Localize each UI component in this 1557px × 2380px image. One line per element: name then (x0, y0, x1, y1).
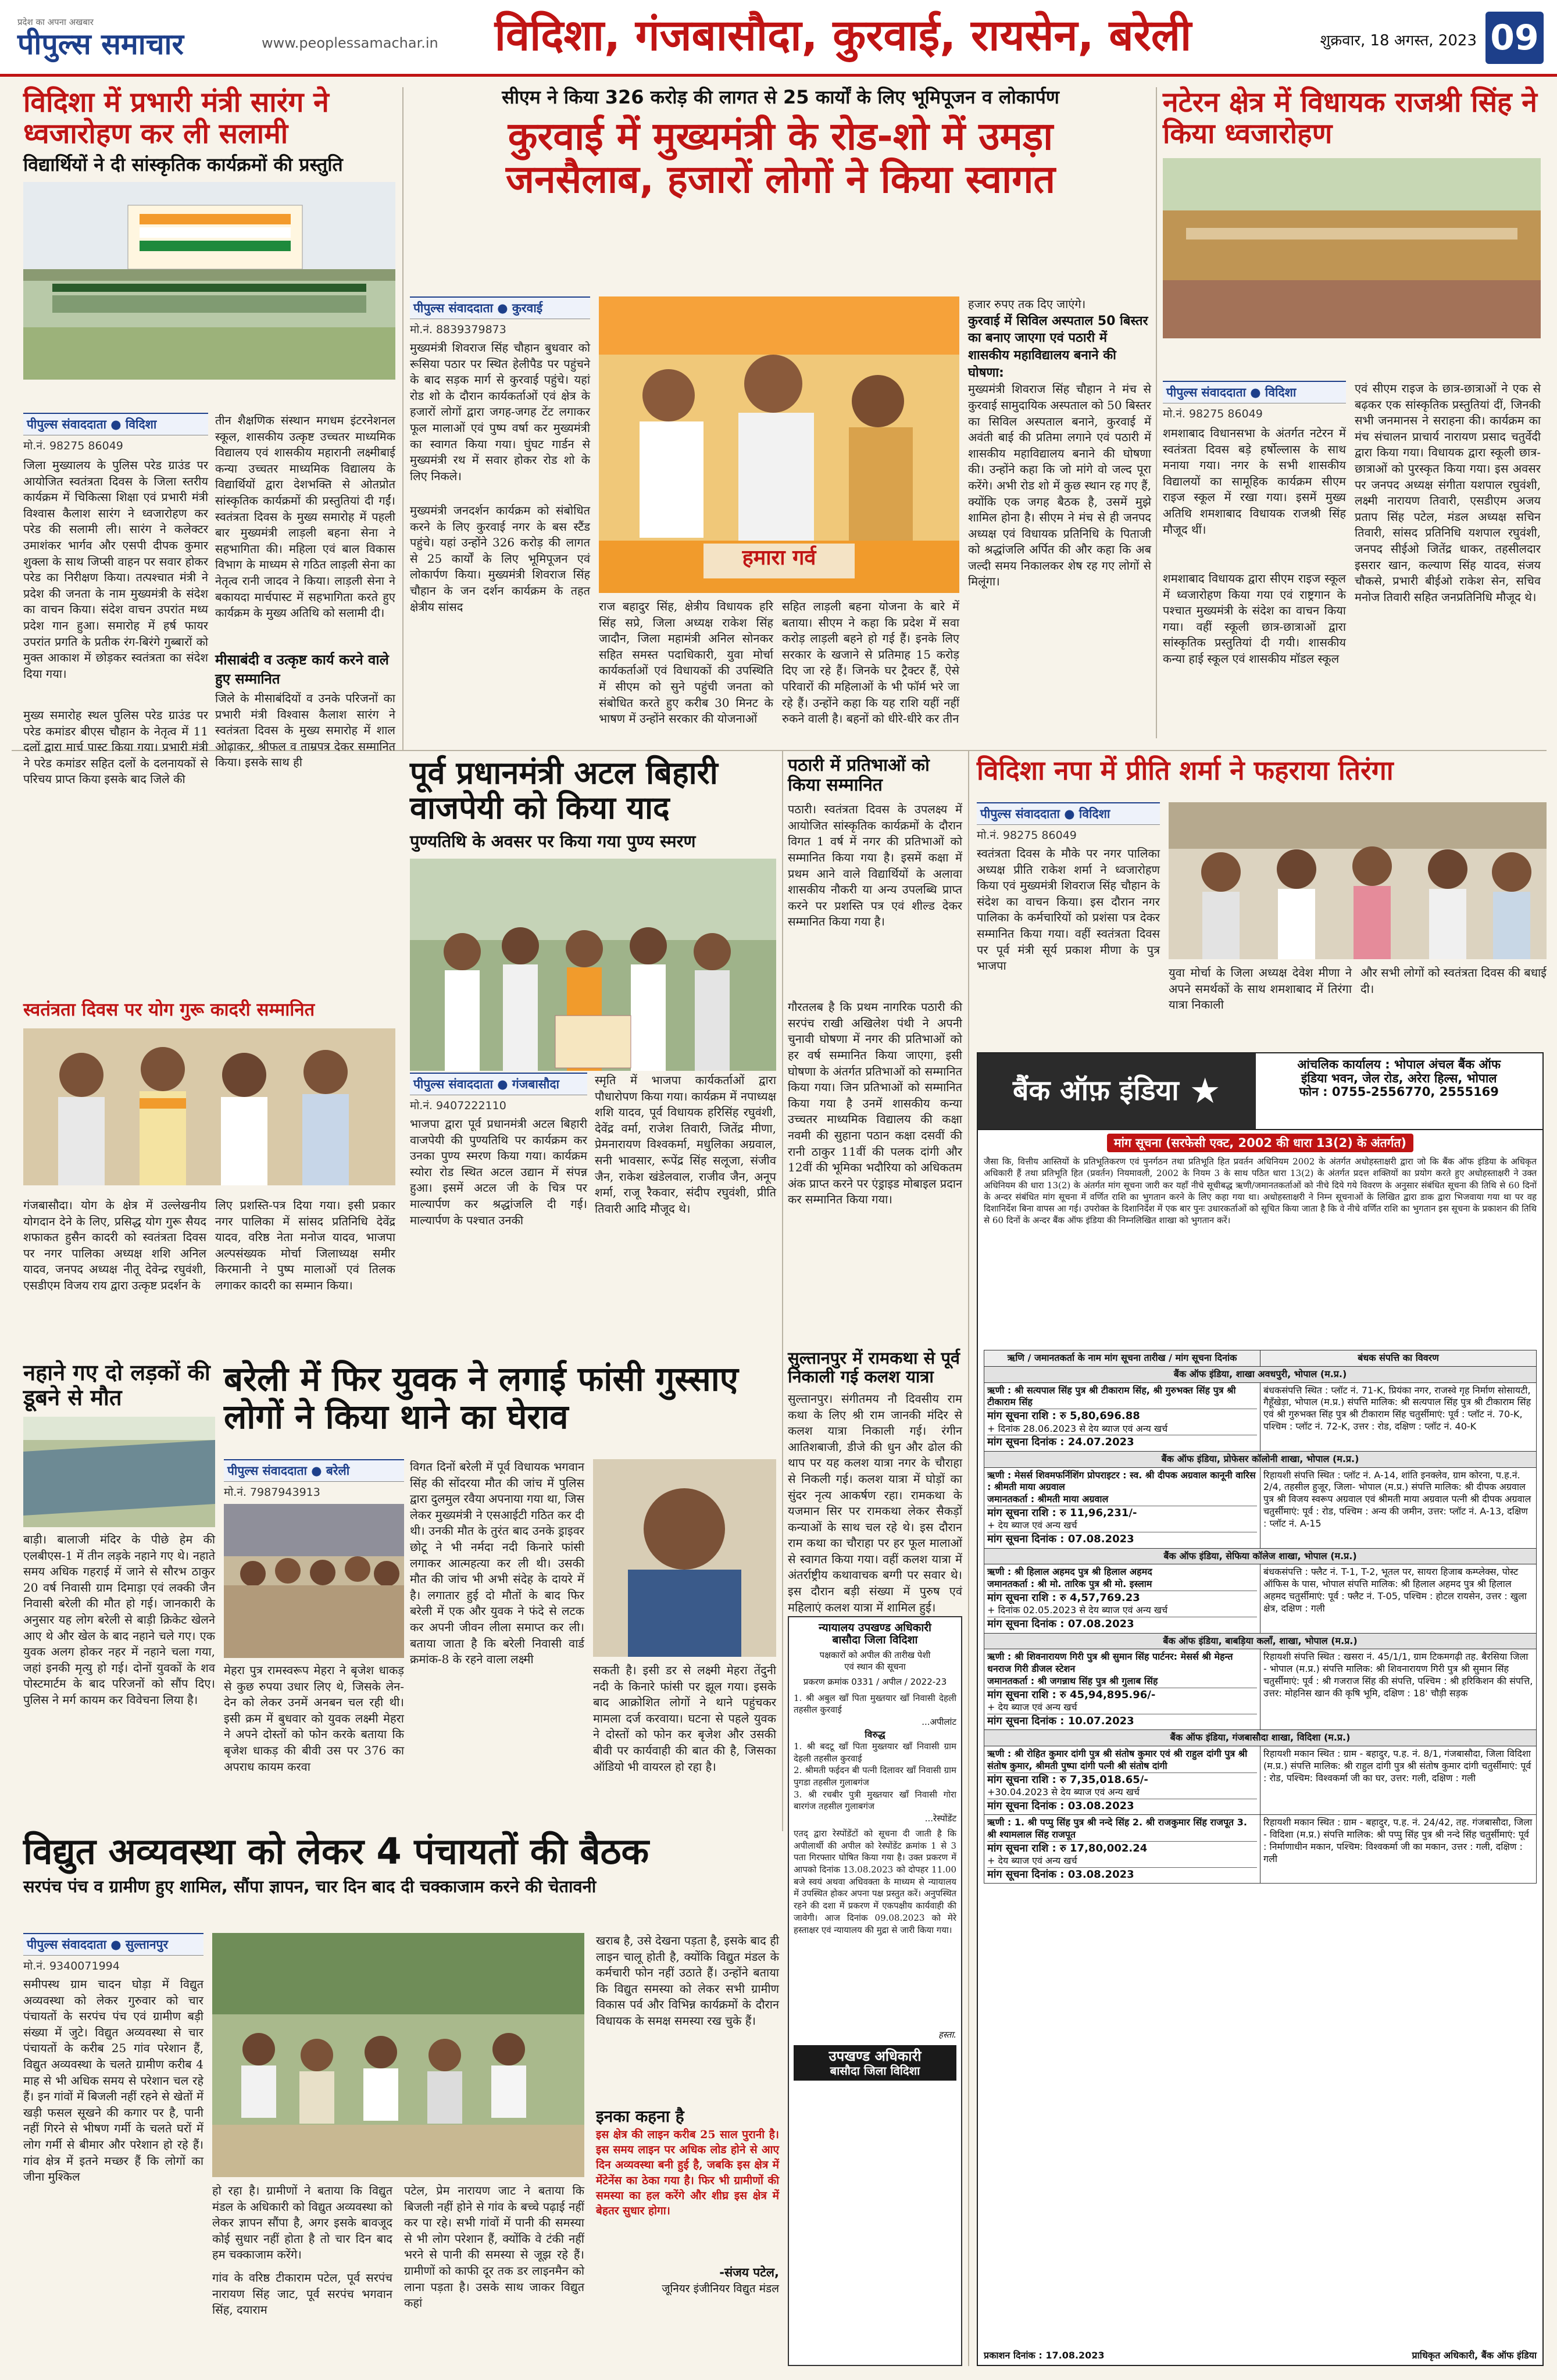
paper-tagline: प्रदेश का अपना अखबार (17, 17, 94, 27)
branch-row (984, 1814, 1537, 1884)
story-body: और सभी लोगों को स्वतंत्रता दिवस की बधाई दी। (1360, 966, 1547, 996)
branch-row (984, 1729, 1537, 1815)
notice-party: 2. श्रीमती फईदन बी पत्नी दिलावर खाँ निवासी ग्राम पुगडा तहसील गुलाबगंज (794, 1765, 956, 1788)
bank-demand-notice (977, 1052, 1544, 2366)
story-photo (1163, 158, 1541, 338)
story-photo (410, 859, 776, 1071)
story-subheading: कुरवाई में सिविल अस्पताल 50 बिस्तर का बनाए जाएगा एवं पठारी में शासकीय महाविद्यालय बनाने की घोषणा: (968, 313, 1148, 380)
branch-date-label: मांग सूचना दिनांक : 24.07.2023 (987, 1435, 1257, 1449)
branch-interest: + दिनांक 28.06.2023 से देय ब्याज एवं अन्य खर्च (987, 1423, 1168, 1434)
story-body: सकती है। इसी डर से लक्ष्मी मेहरा तेंदुनी नदी के किनारे फांसी पर झूल गया। इसके बाद आक्रोशित लोगों ने थाने पहुंचकर मामला दर्ज करवाया। घटना से पहले युवक ने दोस्तों को फोन कर बृजेश और उसकी बीवी पर कार्यवाही की बात की है, जिसका ऑडियो भी वायरल हो रहा है। (593, 1663, 776, 1774)
story-photo (23, 1028, 395, 1185)
story-body: गंजबासौदा। योग के क्षेत्र में उल्लेखनीय योगदान देने के लिए, प्रसिद्ध योग गुरू सैयद शफाकत हुसैन कादरी को स्वतंत्रता दिवस पर नगर पालिका अध्यक्ष शशि अनिल यादव, जनपद अध्यक्ष नीतू देवेन्द्र रघुवंशी, एसडीएम विजय राय द्वारा उत्कृष्ट प्रदर्शन के (23, 1198, 206, 1292)
story-electricity-meeting (23, 1831, 779, 2366)
branch-date-label: मांग सूचना दिनांक : 03.08.2023 (987, 1799, 1257, 1813)
branch-row (984, 1451, 1537, 1549)
story-body: इस क्षेत्र की लाइन करीब 25 साल पुरानी है। इस समय लाइन पर अधिक लोड होने से आए दिन अव्यवस्था बनी हुई है, जबकि इस क्षेत्र में मेंटेनेंस का ठेका गया है। फिर भी ग्रामीणों की समस्या का हल करेंगे और शीघ्र इस क्षेत्र में बेहतर सुधार होगा। (596, 2128, 779, 2218)
notice-body: एतद् द्वारा रेस्पोंडेंटों को सूचना दी जाती है कि अपीलार्थी की अपील को रेस्पोंडेंट क्रमांक 1 से 3 पता गिरफ्तार घोषित किया गया है। उक्त प्रकरण में आपको दिनांक 13.08.2023 को दोपहर 11.00 बजे स्वयं अथवा अधिवक्ता के माध्यम से न्यायालय में उपस्थित होकर अपना पक्ष प्रस्तुत करें। अनुपस्थित रहने की दशा में प्रकरण में एकपक्षीय कार्यवाही की जावेगी। आज दिनांक 09.08.2023 को मेरे हस्ताक्षर एवं न्यायालय की मुद्रा से जारी किया गया। (794, 1828, 956, 1935)
star-logo-icon: ★ (1189, 1071, 1221, 1112)
story-kalash-yatra (788, 1348, 962, 1614)
branch-property: रिहायशी मकान स्थित : ग्राम - बहादुर, प.ह. नं. 8/1, गंजबासौदा, जिला विदिशा (म.प्र.) संपत्ति मालिक: श्री राहुल दांगी पुत्र श्री संतोष कुमार दांगी चतुर्सीमाएं: पूर्व : रोड, पश्चिम: विश्वकर्मा जी का घर, उत्तर: गली, दक्षिण : गली (1260, 1746, 1537, 1815)
story-drowning (23, 1360, 215, 1814)
story-subhead: पुण्यतिथि के अवसर पर किया गया पुण्य स्मरण (410, 831, 696, 851)
story-headline: नहाने गए दो लड़कों की डूबने से मौत (23, 1360, 210, 1410)
story-body: एवं सीएम राइज के छात्र-छात्राओं ने एक से बढ़कर एक सांस्कृतिक प्रस्तुतियां दीं, जिनकी सभी जनमानस ने सराहना की। कार्यक्रम का मंच संचालन प्राचार्य नारायण प्रसाद चतुर्वेदी द्वारा किया गया। विधायक द्वारा स्कूली छात्र-छात्राओं को पुरस्कृत किया गया। इस अवसर पर जनपद अध्यक्ष संगीता यशपाल रघुवंशी, लक्ष्मी नारायण तिवारी, एसडीएम अजय प्रताप सिंह पटेल, मंडल अध्यक्ष सचिन तिवारी, सांसद प्रतिनिधि यशपाल रघुवंशी, जनपद सीईओ जितेंद्र धाकर, तहसीलदार इसरार खान, कल्याण सिंह यादव, संजय चौकसे, प्रभारी बीईओ राकेश सेन, सचिव मनोज तिवारी सहित जनप्रतिनिधि मौजूद थे। (1355, 381, 1541, 604)
branch-property: रिहायशी संपत्ति स्थित : प्लॉट नं. A-14, शांति इनक्लेव, ग्राम कोरना, प.ह.नं. 2/4, तहसील हुजूर, जिला- भोपाल (म.प्र.) संपत्ति मालिक: श्री दीपक अग्रवाल पुत्र श्री विजय स्वरूप अग्रवाल एवं श्रीमती माया अग्रवाल पत्नी श्री दीपक अग्रवाल चतुर्सीमाएं: पूर्व : रोड, पश्चिम : अन्य की जमीन, उत्तर: प्लॉट नं. A-13, दक्षिण : प्लॉट नं. A-15 (1260, 1467, 1537, 1548)
branch-guarantor: जमानतकर्ता : श्री मो. तारिक पुत्र श्री मो. इस्लाम (987, 1578, 1152, 1590)
masthead (0, 0, 1557, 77)
branch-name: बैंक ऑफ इंडिया, बाबड़िया कलाँ, शाखा, भोपाल (म.प्र.) (984, 1633, 1537, 1649)
story-mobile: मो.नं. 98275 86049 (977, 829, 1077, 842)
story-mobile: मो.नं. 7987943913 (224, 1486, 320, 1499)
story-headline: पूर्व प्रधानमंत्री अटल बिहारी वाजपेयी को किया याद (410, 755, 718, 827)
branch-borrower: ऋणी : श्री रोहित कुमार दांगी पुत्र श्री संतोष कुमार एवं श्री राहुल दांगी पुत्र श्री संतोष कुमार, श्रीमती पुष्पा दांगी पत्नी श्री संतोष दांगी (987, 1748, 1248, 1771)
website[interactable]: www.peoplessamachar.in (262, 35, 438, 51)
story-mobile: मो.नं. 98275 86049 (23, 439, 123, 452)
story-body: विगत दिनों बरेली में पूर्व विधायक भगवान सिंह की सोंदरया मौत की जांच में पुलिस द्वारा दुलमुल रवैया अपनाया गया था, जिस लेकर मुख्यमंत्री ने एसआईटी गठित कर दी थी। उनकी मौत के तुरंत बाद उनके ड्राइवर छोटू ने भी नर्मदा नदी किनारे फांसी लगाकर आत्महत्या कर ली थी। उसकी मौत की जांच भी अभी संदेह के दायरे में है। लगातार हुई दो मौतों के बाद फिर बरेली में एक और युवक ने फंदे से लटक कर अपनी जीवन लीला समाप्त कर ली। बताया जाता है कि बरेली निवासी वार्ड क्रमांक-8 के रहने वाला लक्ष्मी (410, 1460, 584, 1667)
photo-banner-text: हमारा गर्व (742, 546, 816, 570)
branch-interest: + देय ब्याज एवं अन्य खर्च (987, 1520, 1077, 1531)
branch-interest: + देय ब्याज एवं अन्य खर्च (987, 1855, 1077, 1867)
story-headline: पठारी में प्रतिभाओं को किया सम्मानित (788, 755, 930, 795)
story-kurwai-roadshow (410, 87, 1151, 744)
story-byline: पीपुल्स संवाददाता ● गंजबासौदा (410, 1073, 587, 1095)
branch-borrower: ऋणी : श्री सत्यपाल सिंह पुत्र श्री टीकाराम सिंह, श्री गुरुभक्त सिंह पुत्र श्री टीकाराम सिंह (987, 1384, 1236, 1408)
branch-name: बैंक ऑफ इंडिया, सेफिया कॉलेज शाखा, भोपाल (म.प्र.) (984, 1548, 1537, 1564)
story-body: सहित लाड़ली बहना योजना के बारे में बताया। सीएम ने कहा कि प्रदेश में सवा करोड़ लाड़ली बहने हो गई हैं। इनके लिए सरकार के खजाने से प्रतिमाह 15 करोड़ दिए जा रहे हैं। जिनके घर ट्रैक्टर हैं, ऐसे परिवारों की महिलाओं के भी फॉर्म भरे जा रहे हैं। उन्होंने कहा कि यह राशि यहीं नहीं रुकने वाली है। बहनों को धीरे-धीरे कर तीन (782, 599, 959, 726)
notice-case-no: प्रकरण क्रमांक 0331 / अपील / 2022-23 (803, 1676, 947, 1687)
story-photo (599, 296, 959, 593)
story-mobile: मो.नं. 9340071994 (23, 1960, 120, 1972)
bank-office: इंडिया भवन, जेल रोड, अरेरा हिल्स, भोपाल (1301, 1071, 1497, 1085)
branch-property: बंधकसंपत्ति : फ्लैट नं. T-1, T-2, भूतल पर, सायरा हिजाब कम्प्लेक्स, पोस्ट ऑफिस के पास, भोपाल संपत्ति मालिक: श्री हिलाल अहमद पुत्र श्री हिलाल अहमद चतुर्सीमाएं: पूर्व : फ्लैट नं. T-05, पश्चिम : होटल रायसेन, उत्तर : खुला क्षेत्र, दक्षिण : गली (1260, 1564, 1537, 1633)
story-body: हजार रुपए तक दिए जाएंगे। (968, 297, 1086, 311)
branch-guarantor: जमानतकर्ता : श्रीमती माया अग्रवाल (987, 1493, 1109, 1505)
story-body: स्मृति में भाजपा कार्यकर्ताओं द्वारा पौधारोपण किया गया। कार्यक्रम में नपाध्यक्ष शशि यादव, पूर्व विधायक हरिसिंह रघुवंशी, देवेंद्र वर्मा, राजेश तिवारी, जितेंद्र मीणा, प्रेमनारायण विश्वकर्मा, मधुलिका अग्रवाल, सनी भावसार, रूपेंद्र सिंह सलूजा, संजीव जैन, राकेश खंडेलवाल, राजीव जैन, अनूप शर्मा, राजू रैकवार, संदीप रघुवंशी, प्रीति तिवारी आदि मौजूद थे। (595, 1073, 776, 1216)
story-nateran-flag-hoisting (1163, 87, 1541, 744)
bank-name: बैंक ऑफ़ इंडिया (1012, 1074, 1179, 1107)
branch-row (984, 1548, 1537, 1634)
quote-by: -संजय पटेल, (719, 2265, 779, 2279)
story-body: समीपस्थ ग्राम चादन घोड़ा में विद्युत अव्यवस्था को लेकर गुरुवार को चार पंचायतों के सरपंच पंच एवं ग्रामीण बड़ी संख्या में जुटे। विद्युत अव्यवस्था से चार पंचायतों के करीब 25 गांव परेशान हैं, विद्युत अव्यवस्था के चलते ग्रामीण करीब 4 माह से भी अधिक समय से परेशान चल रहे हैं। इन गांवों में बिजली नहीं रहने से खेतों में खड़ी फसल सूखने की कगार पर है, पानी नहीं गिरने से भीषण गर्मी के चलते घरों में लोग गर्मी से बीमार और परेशान हो रहे हैं। गांव क्षेत्र में इतने मच्छर हैं कि लोगों का जीना मुश्किल (23, 1977, 203, 2184)
notice-header: बासौदा जिला विदिशा (832, 1634, 918, 1647)
branch-name: बैंक ऑफ इंडिया, शाखा अवधपुरी, भोपाल (म.प्र.) (984, 1366, 1537, 1382)
story-vajpayee-remembered (410, 756, 776, 1343)
story-body: भाजपा द्वारा पूर्व प्रधानमंत्री अटल बिहारी वाजपेयी की पुण्यतिथि पर कार्यक्रम कर उनका पुण्य स्मरण किया गया। कार्यक्रम स्योरा रोड स्थित अटल उद्यान में संपन्न हुआ। इसमें अटल जी के चित्र पर माल्यार्पण कर श्रद्धांजलि दी गई। माल्यार्पण के पश्चात उनकी (410, 1117, 587, 1227)
branch-amount-label: मांग सूचना राशि : रु 17,80,002.24 (987, 1841, 1257, 1855)
story-mobile: मो.नं. 9407222110 (410, 1099, 506, 1112)
story-subheading: इनका कहना है (596, 2107, 684, 2126)
notice-footer: बासौदा जिला विदिशा (830, 2063, 920, 2078)
story-photo (23, 182, 395, 380)
notice-role: ...रेस्पोंडेंट (924, 1813, 956, 1824)
branch-property: रिहायशी संपत्ति स्थित : खसरा नं. 45/1/1, ग्राम टिकमगढ़ी तह. बैरसिया जिला - भोपाल (म.प्र.) संपत्ति मालिक: श्री शिवनारायण गिरी पुत्र श्री सुमान सिंह चतुर्सीमाएं: पूर्व : श्री गजराज सिंह की संपत्ति, पश्चिम : श्री हरिकिशन की संपत्ति, उत्तर: मोहनिस खान की कृषि भूमि, दक्षिण : 18' चौड़ी सड़क (1260, 1649, 1537, 1730)
story-body: गौरतलब है कि प्रथम नागरिक पठारी की सरपंच राखी अखिलेश पंथी ने अपनी चुनावी घोषणा में नगर की प्रतिभाओं को हर वर्ष सम्मानित किया जाएगा, इसी घोषणा के अंतर्गत प्रतिभाओं को सम्मानित किया गया। जिन प्रतिभाओं को सम्मानित किया गया है उनमें शासकीय कन्या उच्चतर माध्यमिक विद्यालय की कक्षा नवमी की सुहाना पठान कक्षा दसवीं की रानी ठाकुर 11वीं की पलक दांगी और 12वीं की भूमिका भदौरिया को अधिकतम अंक प्राप्त करने पर एंड्राइड मोबाइल प्रदान कर सम्मानित किया गया। (788, 1000, 962, 1207)
story-vidisha-flag-hoisting (23, 86, 395, 787)
story-body: जिला मुख्यालय के पुलिस परेड ग्राउंड पर आयोजित स्वतंत्रता दिवस के जिला स्तरीय कार्यक्रम में चिकित्सा शिक्षा एवं प्रभारी मंत्री विश्वास कैलाश सारंग ने ध्वजारोहण कर परेड की सलामी ली। सारंग ने कलेक्टर उमाशंकर भार्गव और एसपी दीपक कुमार शुक्ला के साथ जिप्सी वाहन पर सवार होकर परेड का निरीक्षण किया। तत्पश्चात मंत्री ने प्रदेश की जनता के नाम मुख्यमंत्री के संदेश का वाचन किया। संदेश वाचन उपरांत मध्य प्रदेश गान हुआ। समारोह में हर्ष फायर उपरांत प्रगति के प्रतीक रंग-बिरंगे गुब्बारों को मुक्त आकाश में छोड़कर स्वतंत्रता का संदेश दिया गया। (23, 458, 208, 681)
story-body: मुख्य समारोह स्थल पुलिस परेड ग्राउंड पर परेड कमांडर बीएस चौहान के नेतृत्व में 11 दलों द्वारा मार्च पास्ट किया गया। प्रभारी मंत्री ने परेड कमांडर सहित दलों के दलनायकों से परिचय प्राप्त किया इसके बाद जिले की (23, 708, 208, 787)
story-yoga-guru-honoured (23, 1000, 395, 1360)
story-headline: बरेली में फिर युवक ने लगाई फांसी गुस्साए लोगों ने किया थाने का घेराव (224, 1359, 738, 1436)
honour-photo-illustration (23, 1028, 395, 1185)
authorized-officer: प्राधिकृत अधिकारी, बैंक ऑफ इंडिया (1412, 2350, 1537, 2361)
notice-footer: उपखण्ड अधिकारी (829, 2048, 922, 2065)
demand-table (984, 1350, 1537, 1367)
story-byline: पीपुल्स संवाददाता ● कुरवाई (410, 296, 590, 319)
story-nagar-palika-flag (977, 756, 1547, 1046)
story-body: हो रहा है। ग्रामीणों ने बताया कि विद्युत मंडल के अधिकारी को विद्युत अव्यवस्था को लेकर ज्ञापन सौंपा है, अगर इसके बावजूद कोई सुधार नहीं होता है तो चार दिन बाद हम चक्काजाम करेंगे। (212, 2184, 392, 2262)
branch-amount-label: मांग सूचना राशि : रु 5,80,696.88 (987, 1409, 1257, 1423)
story-headline: विदिशा में प्रभारी मंत्री सारंग ने ध्वजारोहण कर ली सलामी (23, 86, 329, 150)
notice-party: 1. श्री बदटू खाँ पिता मुख्तयार खाँ निवासी ग्राम देहली तहसील कुरवाई (794, 1741, 956, 1764)
notice-party: 1. श्री अबुल खाँ पिता मुख्तयार खाँ निवासी देहली तहसील कुरवाई (794, 1692, 956, 1716)
branch-borrower: ऋणी : श्री हिलाल अहमद पुत्र श्री हिलाल अहमद (987, 1566, 1152, 1578)
bank-phone: फोन : 0755-2556770, 2555169 (1299, 1085, 1499, 1099)
story-photo (224, 1504, 404, 1658)
branch-date-label: मांग सूचना दिनांक : 03.08.2023 (987, 1867, 1257, 1881)
story-headline: स्वतंत्रता दिवस पर योग गुरू कादरी सम्मानित (23, 999, 315, 1020)
story-body: खराब है, उसे देखना पड़ता है, इसके बाद ही लाइन चालू होती है, क्योंकि विद्युत मंडल के कर्मचारी फोन नहीं उठाते हैं। उन्होंने बताया कि विद्युत समस्या को लेकर सभी ग्रामीण विकास पर्व और विभिन्न कार्यक्रमों के दौरान विधायक के समक्ष समस्या रख चुके हैं। (596, 1934, 779, 2028)
parade-photo-illustration (23, 182, 395, 380)
paper-logo (17, 16, 262, 63)
story-kicker: सीएम ने किया 326 करोड़ की लागत से 25 कार्यों के लिए भूमिपूजन व लोकार्पण (502, 86, 1059, 108)
story-body: राज बहादुर सिंह, क्षेत्रीय विधायक हरि सिंह सप्रे, जिला अध्यक्ष राकेश सिंह जादौन, जिला महामंत्री अनिल सोनकर सहित समस्त पदाधिकारी, युवा मोर्चा कार्यकर्ताओं एवं विधायकों की उपस्थिति में सीएम को सुने पहुंची जनता को संबोधित करते हुए करीब 30 मिनट के भाषण में उन्होंने सरकार की योजनाओं (599, 599, 773, 726)
branch-amount-label: मांग सूचना राशि : रु 45,94,895.96/- (987, 1688, 1257, 1702)
bank-office: आंचलिक कार्यालय : भोपाल अंचल बैंक ऑफ (1297, 1057, 1501, 1071)
court-notice (788, 1616, 962, 2366)
story-body: शमशाबाद विधानसभा के अंतर्गत नटेरन में स्वतंत्रता दिवस बड़े हर्षोल्लास के साथ मनाया गया। नगर के सभी शासकीय विद्यालयों का सामूहिक कार्यक्रम सीएम राइज स्कूल में रखा गया। इसमें मुख्य अतिथि शमशाबाद विधायक राजश्री सिंह मौजूद थीं। (1163, 426, 1346, 537)
story-body: तीन शैक्षणिक संस्थान मगधम इंटरनेशनल स्कूल, शासकीय उत्कृष्ट उच्चतर माध्यमिक विद्यालय एवं शासकीय महारानी लक्ष्मीबाई कन्या उच्चतर माध्यमिक विद्यालय के विद्यार्थियों द्वारा देशभक्ति से ओतप्रोत सांस्कृतिक कार्यक्रमों की प्रस्तुतियां दी गईं। स्वतंत्रता दिवस के मुख्य समारोह में पहली बार मुख्यमंत्री लाड़ली बहना सेना ने सहभागिता की। महिला एवं बाल विकास विभाग के माध्यम से गठित लाड़ली सेना का नेतृत्व रानी जादव ने किया। लाड़ली सेना ने बकायदा मार्चपास्ट में सहभागिता करते हुए कार्यक्रम के मुख्य अतिथि को सलामी दी। (215, 413, 395, 620)
story-byline: पीपुल्स संवाददाता ● विदिशा (1163, 381, 1346, 403)
story-subhead: सरपंच पंच व ग्रामीण हुए शामिल, सौंपा ज्ञापन, चार दिन बाद दी चक्काजाम करने की चेतावनी (23, 1877, 597, 1897)
branch-amount-label: मांग सूचना राशि : रु 11,96,231/- (987, 1506, 1257, 1520)
story-body: सुल्तानपुर। संगीतमय नौ दिवसीय राम कथा के लिए श्री राम जानकी मंदिर से कलश यात्रा निकाली गई। रंगीन आतिशबाजी, डीजे की धुन और ढोल की थाप पर यह कलश यात्रा नगर के चौराहा से निकली गई। कलश यात्रा में घोड़ों का सुंदर नृत्य आकर्षण रहा। रामकथा के यजमान सिर पर रामकथा लेकर सैकड़ों कन्याओं के साथ चल रहे थे। इस दौरान राम कथा का चौराहा पर हर फूल मालाओं से स्वागत किया गया। वहीं कलश यात्रा में अंतर्राष्ट्रीय कथावाचक बग्गी पर सवार थे। इस दौरान बड़ी संख्या में पुरुष एवं महिलाएं कलश यात्रा में शामिल हुई। (788, 1391, 962, 1614)
story-subheading: मीसाबंदी व उत्कृष्ट कार्य करने वाले हुए सम्मानित (215, 652, 389, 687)
branch-amount-label: मांग सूचना राशि : रु 4,57,769.23 (987, 1591, 1257, 1604)
story-body: बाड़ी। बालाजी मंदिर के पीछे हेम की एलबीएस-1 में तीन लड़के नहाने गए थे। नहाते समय अधिक गहराई में जाने से सौरभ ठाकुर 20 वर्ष निवासी ग्राम दिमाड़ा एवं लक्की जैन निवासी बरेली की मौत हो गई। जानकारी के अनुसार यह लोग बरेली से बाड़ी क्रिकेट खेलने आए थे और खेल के बाद नहाने चले गए। एक युवक अलग होकर नहर में नहाने चला गया, जहां इनकी मृत्यु हो गई। दोनों युवकों के शव पोस्टमार्टम के बाद परिजनों को सौंप दिए। पुलिस ने मर्ग कायम कर विवेचना लिया है। (23, 1532, 215, 1707)
story-headline: विद्युत अव्यवस्था को लेकर 4 पंचायतों की बैठक (23, 1830, 649, 1872)
branch-borrower: ऋणी : 1. श्री पप्पु सिंह पुत्र श्री नन्दे सिंह 2. श्री राजकुमार सिंह राजपूत 3. श्री श्यामलाल सिंह राजपूत (987, 1817, 1247, 1841)
story-body: मुख्यमंत्री शिवराज सिंह चौहान ने मंच से कुरवाई सामुदायिक अस्पताल को 50 बिस्तर का सिविल अस्पताल बनाने, कुरवाई में अवंती बाई की प्रतिमा लगाने एवं पठारी में शासकीय महाविद्यालय बनाने की घोषणा की। उन्होंने कहा कि जो मांगे वो जल्द पूरा करेंगे। अभी रोड शो में कुछ स्थान रह गए हैं, क्योंकि एक जगह बैठक है, उसमें मुझे शामिल होना है। सीएम ने मंच से ही जनपद अध्यक्ष एवं विधायक प्रतिनिधि के पिताजी को श्रद्धांजलि अर्पित की और कहा कि अब जल्दी समय निकालकर शेष रह गए लोगों से मिलूंगा। (968, 382, 1151, 589)
school-event-photo-illustration (1163, 158, 1541, 338)
branch-date-label: मांग सूचना दिनांक : 07.08.2023 (987, 1617, 1257, 1631)
story-bareli-suicide (224, 1360, 776, 1820)
story-byline: पीपुल्स संवाददाता ● बरेली (224, 1459, 404, 1482)
branch-list (984, 1366, 1537, 1884)
branch-name: बैंक ऑफ इंडिया, प्रोफेसर कॉलोनी शाखा, भोपाल (म.प्र.) (984, 1451, 1537, 1467)
story-byline: पीपुल्स संवाददाता ● विदिशा (23, 413, 208, 435)
story-subhead: विद्यार्थियों ने दी सांस्कृतिक कार्यक्रमों की प्रस्तुति (23, 153, 343, 176)
branch-date-label: मांग सूचना दिनांक : 07.08.2023 (987, 1532, 1257, 1546)
branch-interest: + दिनांक 02.05.2023 से देय ब्याज एवं अन्य खर्च (987, 1604, 1168, 1616)
publish-date: प्रकाशन दिनांक : 17.08.2023 (984, 2350, 1105, 2361)
story-headline: विदिशा नपा में प्रीति शर्मा ने फहराया तिरंगा (977, 755, 1394, 786)
story-body: शमशाबाद विधायक द्वारा सीएम राइज स्कूल में ध्वजारोहण किया गया एवं राष्ट्रगान के पश्चात मुख्यमंत्री के संदेश का वाचन किया गया। वहीं स्कूली छात्र-छात्राओं द्वारा सांस्कृतिक प्रस्तुतियां दी गयी। शासकीय कन्या हाई स्कूल एवं शासकीय मॉडल स्कूल (1163, 571, 1346, 666)
story-headline: नटेरन क्षेत्र में विधायक राजश्री सिंह ने किया ध्वजारोहण (1163, 86, 1537, 150)
story-body: युवा मोर्चा के जिला अध्यक्ष देवेश मीणा ने अपने समर्थकों के साथ शमशाबाद में तिरंगा यात्रा निकाली (1169, 966, 1352, 1012)
branch-borrower: ऋणी : श्री शिवनारायण गिरी पुत्र श्री सुमान सिंह पार्टनर: मेसर्स श्री मेहन्त धनराज गिरी डीजल स्टेशन (987, 1651, 1233, 1675)
story-body: जिले के मीसाबंदियों व उनके परिजनों का प्रभारी मंत्री विश्वास कैलाश सारंग ने स्वतंत्रता दिवस के मुख्य समारोह में शाल ओढ़ाकर, श्रीफल व ताम्रपत्र देकर सम्मानित किया। इसके साथ ही (215, 691, 395, 770)
story-photo (23, 1417, 215, 1527)
victim-photo-illustration (593, 1459, 776, 1657)
canal-photo-illustration (23, 1417, 215, 1527)
notice-signature: हस्ता. (938, 2029, 956, 2040)
notice-party: 3. श्री रचबीर पुत्री मुख्तयार खाँ निवासी गोरा बारगंज तहसील गुलाबगंज (794, 1789, 956, 1812)
story-body: मुख्यमंत्री शिवराज सिंह चौहान बुधवार को रूसिया पठार पर स्थित हेलीपैड पर पहुंचने के बाद सड़क मार्ग से कुरवाई पहुंचे। यहां रोड शो के दौरान कार्यकर्ताओं एवं क्षेत्र के हजारों लोगों द्वारा जगह-जगह टेंट लगाकर फूल मालाओं एवं पुष्प वर्षा कर मुख्यमंत्री का स्वागत किया गया। घुंघट गार्डन से मुख्यमंत्री रथ में सवार होकर रोड शो के लिए निकले। (410, 341, 590, 483)
branch-name: बैंक ऑफ इंडिया, गंजबासौदा शाखा, विदिशा (म.प्र.) (984, 1730, 1537, 1746)
notice-intro: जैसा कि, वित्तीय आस्तियों के प्रतिभूतिकरण एवं पुनर्गठन तथा प्रतिभूति हित प्रवर्तन अधिनियम 2002 के अंतर्गत अधोहस्ताक्षरी द्वारा जो कि बैंक ऑफ इंडिया के अधिकृत अधिकारी हैं तथा प्रतिभूति हित (प्रवर्तन) नियमावली, 2002 के नियम 3 के साथ पठित धारा 13(2) के अंतर्गत प्रदत्त शक्तियों का प्रयोग करते हुए अधोहस्ताक्षरी ने उक्त अधिनियम की धारा 13(2) के अंतर्गत मांग सूचना जारी कर यहाँ नीचे सूचीबद्ध ऋणी/जमानतकर्ताओं को नीचे दिये गये विवरण के अनुसार संबंधित सूचना की तिथि से 60 दिनों के अन्दर संबंधित मांग सूचना में वर्णित राशि का भुगतान करने के लिए कहा गया था। अधोहस्ताक्षरी ने निम्न सूचनाओं के लिखित द्वारा डाक द्वारा भिजवाया गया था पर वह दिशानिर्देश बिना वापस आ गई। उपरोक्त के दिशानिर्देश में एक बार पुनः उधारकर्ताओं को सूचित किया जाता है कि वे नीचे वर्णित राशि का भुगतान इस सूचना के प्रकाशन की तिथि से 60 दिनों के अन्दर बैंक ऑफ इंडिया की निम्नलिखित शाखा को भुगतान करें। (984, 1156, 1537, 1226)
notice-line: एवं स्थान की सूचना (844, 1661, 906, 1672)
branch-interest: +30.04.2023 से देय ब्याज एवं अन्य खर्च (987, 1786, 1140, 1798)
branch-borrower: ऋणी : मेसर्स शिवमफर्निशिंग प्रोपराइटर : स्व. श्री दीपक अग्रवाल कानूनी वारिस : श्रीमती माया अग्रवाल (987, 1469, 1256, 1493)
branch-row (984, 1633, 1537, 1731)
story-body: पठारी। स्वतंत्रता दिवस के उपलक्ष्य में आयोजित सांस्कृतिक कार्यक्रमों के दौरान विगत 1 वर्ष में नगर की प्रतिभाओं को सम्मानित किया गया है। इसमें कक्षा में प्रथम आने वाले विद्यार्थियों के अलावा शासकीय नौकरी या अन्य उपलब्धि प्राप्त करने पर प्रशस्ति पत्र एवं शील्ड देकर सम्मानित किया गया है। (788, 802, 962, 929)
story-byline: पीपुल्स संवाददाता ● सुल्तानपुर (23, 1933, 203, 1956)
section-title: विदिशा, गंजबासौदा, कुरवाई, रायसेन, बरेली (494, 10, 1192, 60)
quote-role: जूनियर इंजीनियर विद्युत मंडल (662, 2282, 779, 2295)
notice-line: पक्षकारों को अपील की तारीख पेशी (819, 1649, 931, 1660)
notice-title: मांग सूचना (सरफेसी एक्ट, 2002 की धारा 13(2) के अंतर्गत) (1107, 1134, 1413, 1152)
crowd-photo-illustration (224, 1504, 404, 1658)
story-photo (212, 1933, 584, 2177)
story-body: गांव के वरिष्ठ टीकाराम पटेल, पूर्व सरपंच नारायण सिंह जाट, पूर्व सरपंच भगवान सिंह, दयाराम (212, 2271, 392, 2317)
story-mobile: मो.नं. 98275 86049 (1163, 408, 1263, 420)
story-body: मेहरा पुत्र रामस्वरूप मेहरा ने बृजेश धाकड़ से कुछ रुपया उधार लिए थे, जिसके लेन-देन को लेकर उनमें अनबन चल रही थी। इसी क्रम में बुधवार को युवक लक्ष्मी मेहरा ने अपने दोस्तों को फोन करके बताया कि बृजेश धाकड़ की बीवी उस पर 376 का अपराध कायम करवा (224, 1663, 404, 1774)
page-number: 09 (1485, 12, 1544, 64)
branch-property: रिहायशी मकान स्थित : ग्राम - बहादुर, प.ह. नं. 24/42, तह. गंजबासौदा, जिला - विदिशा (म.प्र.) संपत्ति मालिक: श्री पप्पु सिंह पुत्र श्री नन्दे सिंह चतुर्सीमाएं: पूर्व : निर्माणाधीन मकान, पश्चिम: विश्वकर्मा जी का मकान, उत्तर : गली, दक्षिण : गली (1260, 1815, 1537, 1884)
story-byline: पीपुल्स संवाददाता ● विदिशा (977, 802, 1160, 825)
paper-name: पीपुल्स समाचार (17, 27, 184, 61)
branch-row (984, 1366, 1537, 1452)
office-photo-illustration (1169, 802, 1547, 959)
village-meeting-photo-illustration (212, 1933, 584, 2177)
story-mobile: मो.नं. 8839379873 (410, 323, 506, 336)
story-headline: कुरवाई में मुख्यमंत्री के रोड-शो में उमड़ा जनसैलाब, हजारों लोगों ने किया स्वागत (505, 113, 1056, 202)
story-body: मुख्यमंत्री जनदर्शन कार्यक्रम को संबोधित करने के लिए कुरवाई नगर के बस स्टैंड पहुंचे। यहां उन्होंने 326 करोड़ की लागत से 25 कार्यों के लिए भूमिपूजन एवं लोकार्पण किया। मुख्यमंत्री शिवराज सिंह चौहान के जन दर्शन कार्यक्रम के तहत क्षेत्रीय सांसद (410, 503, 590, 614)
branch-amount-label: मांग सूचना राशि : रु 7,35,018.65/- (987, 1773, 1257, 1786)
page-date: शुक्रवार, 18 अगस्त, 2023 (1320, 32, 1477, 49)
branch-interest: + देय ब्याज एवं अन्य खर्च (987, 1702, 1077, 1713)
story-body: स्वतंत्रता दिवस के मौके पर नगर पालिका अध्यक्ष प्रीति राकेश शर्मा ने ध्वजारोहण किया एवं मुख्यमंत्री शिवराज सिंह चौहान के संदेश का वाचन किया। इस दौरान नगर पालिका के कर्मचारियों को प्रशंसा पत्र देकर सम्मानित किया गया। वहीं स्वतंत्रता दिवस पर पूर्व मंत्री सूर्य प्रकाश मीणा के पुत्र भाजपा (977, 846, 1160, 973)
story-headline: सुल्तानपुर में रामकथा से पूर्व निकाली गई कलश यात्रा (788, 1348, 960, 1387)
story-photo (593, 1459, 776, 1657)
story-pathari-talents (788, 756, 962, 1337)
branch-date-label: मांग सूचना दिनांक : 10.07.2023 (987, 1714, 1257, 1728)
table-header: बंधक संपत्ति का विवरण (1260, 1350, 1537, 1367)
story-body: लिए प्रशस्ति-पत्र दिया गया। इसी प्रकार नगर पालिका में सांसद प्रतिनिधि देवेंद्र यादव, वरिष्ठ नेता मनोज यादव, भाजपा अल्पसंख्यक मोर्चा जिलाध्यक्ष समीर किरमानी ने पुष्प मालाओं एवं तिलक लगाकर कादरी का सम्मान किया। (215, 1198, 395, 1292)
tribute-photo-illustration (410, 859, 776, 1071)
story-photo (1169, 802, 1547, 959)
branch-guarantor: जमानतकर्ता : श्री जगन्नाथ सिंह पुत्र श्री गुलाब सिंह (987, 1675, 1158, 1686)
table-header: ऋणि / जमानतकर्ता के नाम मांग सूचना तारीख / मांग सूचना दिनांक (984, 1350, 1260, 1367)
notice-versus: विरुद्ध (865, 1728, 885, 1740)
story-body: पटेल, प्रेम नारायण जाट ने बताया कि बिजली नहीं होने से गांव के बच्चे पढ़ाई नहीं कर पा रहे। सभी गांवों में पानी की समस्या से भी लोग परेशान हैं, क्योंकि वे टंकी नहीं भरने से पानी की समस्या से जूझ रहे हैं। ग्रामीणों को काफी दूर तक डर लाइनमैन को लाना पड़ता है। उसके साथ जाकर विद्युत कहां (404, 2184, 584, 2310)
notice-role: ...अपीलांट (922, 1716, 956, 1727)
branch-property: बंधकसंपत्ति स्थित : प्लॉट नं. 71-K, प्रियंका नगर, राजस्वे गृह निर्माण सोसायटी, गैहूँखेड़ा, भोपाल (म.प्र.) संपत्ति मालिक: श्री सत्यपाल सिंह पुत्र श्री टीकाराम सिंह एवं श्री गुरुभक्त सिंह पुत्र श्री टीकाराम सिंह चतुर्सीमाएं: पूर्व : प्लॉट नं. 70-K, पश्चिम : प्लॉट नं. 72-K, उत्तर : रोड, दक्षिण : प्लॉट नं. 40-K (1260, 1382, 1537, 1451)
notice-header: न्यायालय उपखण्ड अधिकारी (819, 1621, 931, 1634)
